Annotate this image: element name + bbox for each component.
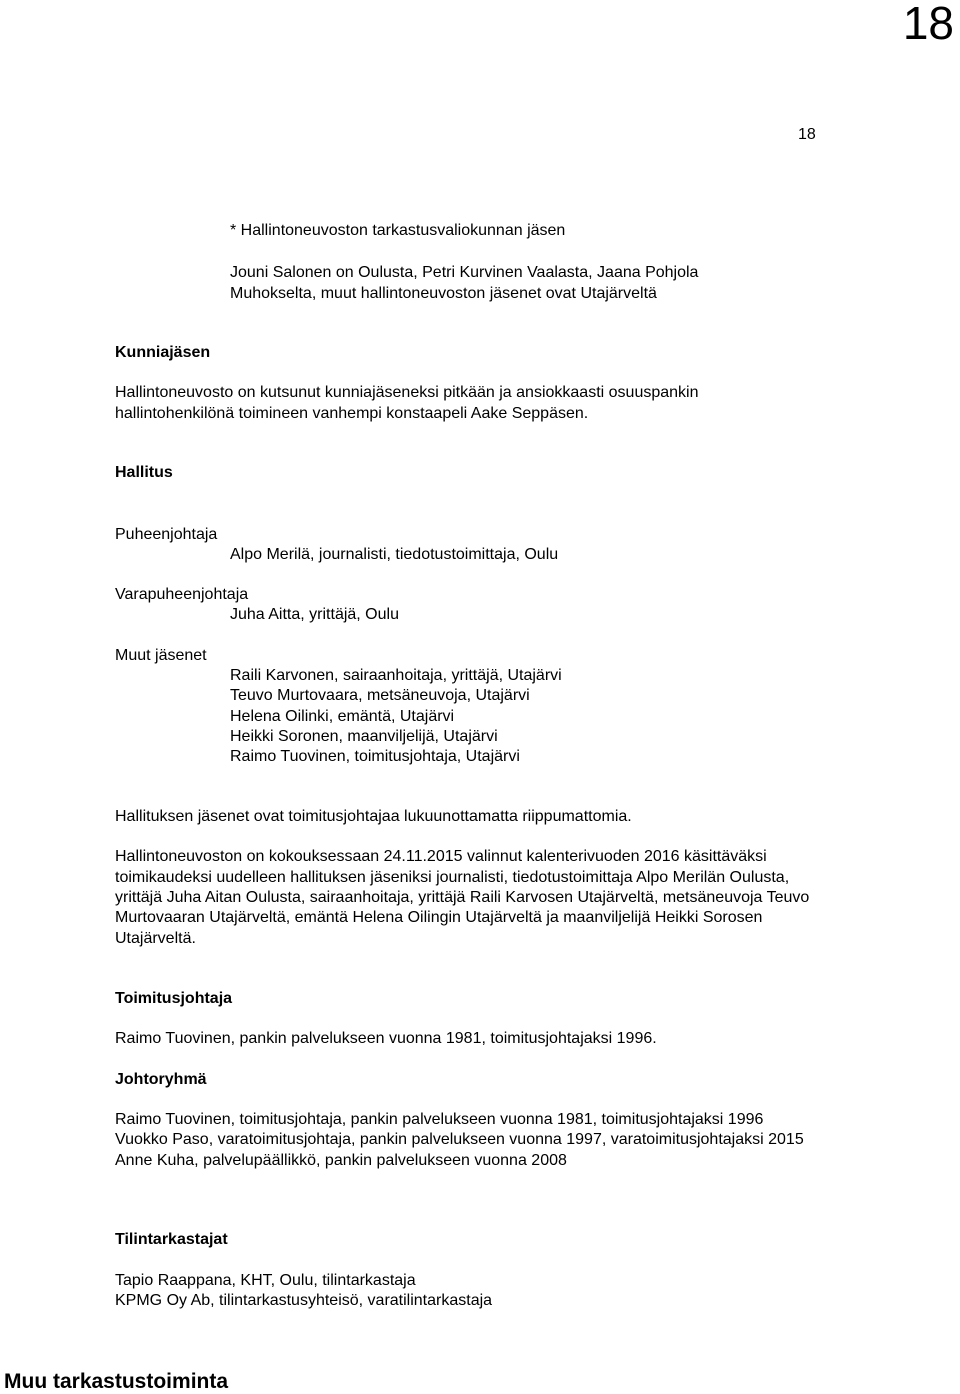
chair-label: Puheenjohtaja (115, 526, 218, 543)
heading-johtoryhma: Johtoryhmä (115, 1071, 207, 1088)
heading-kunniajasen: Kunniajäsen (115, 344, 211, 361)
heading-toimitusjohtaja: Toimitusjohtaja (115, 990, 233, 1007)
board-member: Raimo Tuovinen, toimitusjohtaja, Utajärvi (230, 748, 520, 765)
heading-hallitus: Hallitus (115, 464, 173, 481)
election-paragraph-line-5: Utajärveltä. (115, 930, 196, 947)
board-member: Raili Karvonen, sairaanhoitaja, yrittäjä, Utajärvi (230, 667, 562, 684)
honorary-member-line-1: Hallintoneuvosto on kutsunut kunniajäseneksi pitkään ja ansiokkaasti osuuspankin (115, 384, 699, 401)
election-paragraph-line-4: Murtovaaran Utajärveltä, emäntä Helena Oilingin Utajärveltä ja maanviljelijä Heikki Sorosen (115, 909, 763, 926)
auditor: Tapio Raappana, KHT, Oulu, tilintarkastaja (115, 1272, 416, 1289)
heading-tilintarkastajat: Tilintarkastajat (115, 1231, 228, 1248)
auditor: KPMG Oy Ab, tilintarkastusyhteisö, varatilintarkastaja (115, 1292, 493, 1309)
audit-committee-note: * Hallintoneuvoston tarkastusvaliokunnan jäsen (230, 222, 566, 239)
board-member: Helena Oilinki, emäntä, Utajärvi (230, 708, 455, 725)
election-paragraph-line-3: yrittäjä Juha Aitan Oulusta, sairaanhoitaja, yrittäjä Raili Karvosen Utajärveltä, metsäneuvoja Teuvo (115, 889, 810, 906)
page-number: 18 (798, 126, 816, 143)
election-paragraph-line-1: Hallintoneuvoston on kokouksessaan 24.11.2015 valinnut kalenterivuoden 2016 käsittäväksi (115, 848, 767, 865)
ceo-details: Raimo Tuovinen, pankin palvelukseen vuonna 1981, toimitusjohtajaksi 1996. (115, 1030, 657, 1047)
election-paragraph-line-2: toimikaudeksi uudelleen hallituksen jäseniksi journalisti, tiedotustoimittaja Alpo Merilän Oulusta, (115, 869, 790, 886)
other-members-label: Muut jäsenet (115, 647, 207, 664)
council-members-line-2: Muhokselta, muut hallintoneuvoston jäsenet ovat Utajärveltä (230, 285, 657, 302)
council-members-line-1: Jouni Salonen on Oulusta, Petri Kurvinen Vaalasta, Jaana Pohjola (230, 264, 699, 281)
board-member: Heikki Soronen, maanviljelijä, Utajärvi (230, 728, 498, 745)
heading-muu-tarkastustoiminta: Muu tarkastustoiminta (4, 1370, 229, 1393)
management-member: Anne Kuha, palvelupäällikkö, pankin palvelukseen vuonna 2008 (115, 1152, 567, 1169)
management-member: Vuokko Paso, varatoimitusjohtaja, pankin palvelukseen vuonna 1997, varatoimitusjohtajaksi 2015 (115, 1131, 804, 1148)
board-member: Teuvo Murtovaara, metsäneuvoja, Utajärvi (230, 687, 530, 704)
vice-chair-label: Varapuheenjohtaja (115, 586, 249, 603)
management-member: Raimo Tuovinen, toimitusjohtaja, pankin palvelukseen vuonna 1981, toimitusjohtajaksi 1996 (115, 1111, 764, 1128)
honorary-member-line-2: hallintohenkilönä toimineen vanhempi konstaapeli Aake Seppäsen. (115, 405, 589, 422)
large-page-number: 18 (902, 0, 954, 49)
independence-statement: Hallituksen jäsenet ovat toimitusjohtajaa lukuunottamatta riippumattomia. (115, 808, 632, 825)
vice-chair-name: Juha Aitta, yrittäjä, Oulu (230, 606, 399, 623)
chair-name: Alpo Merilä, journalisti, tiedotustoimittaja, Oulu (230, 546, 559, 563)
